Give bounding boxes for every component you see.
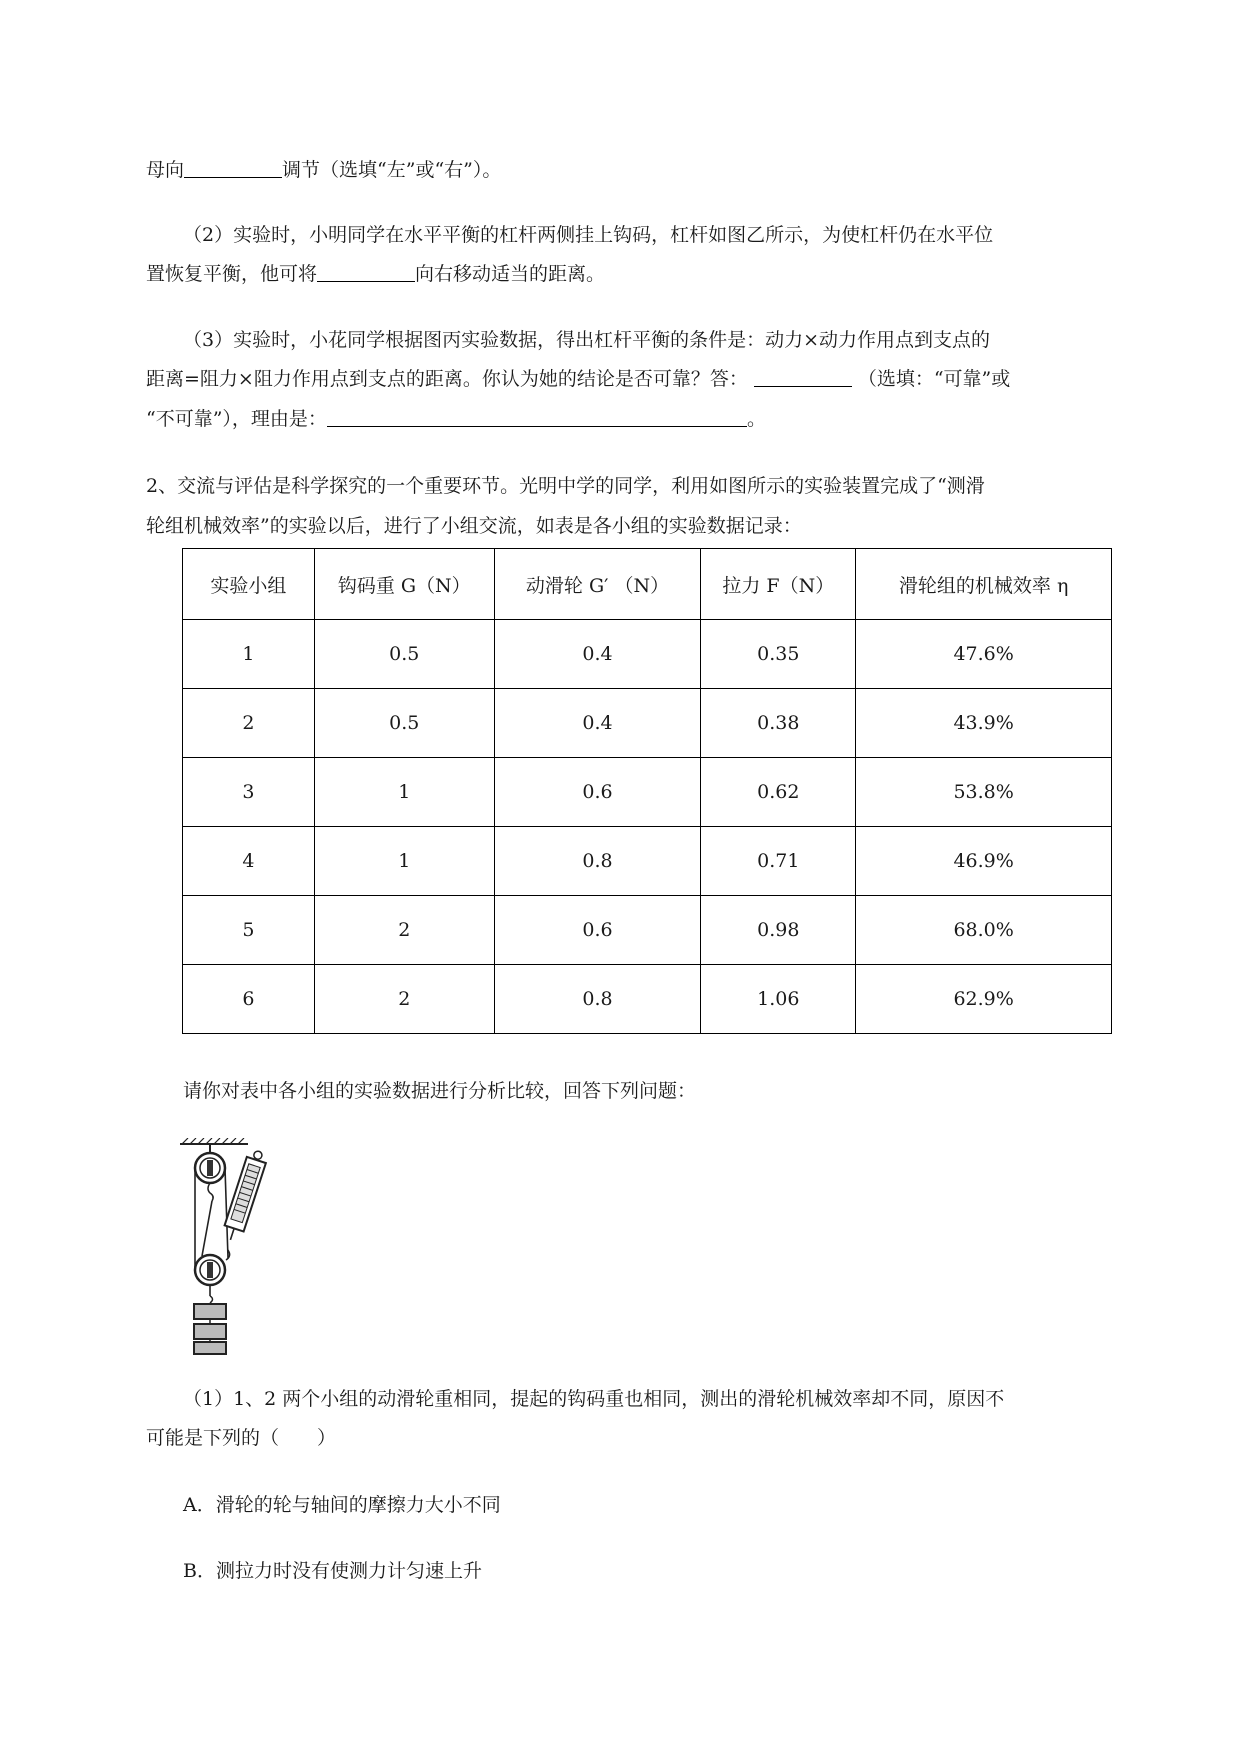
text-segment: 调节（选填“左”或“右”）。 <box>282 159 502 181</box>
q2-sub1-line2: 可能是下列的（ ） <box>146 1427 337 1449</box>
table-cell: 46.9% <box>856 827 1112 896</box>
table-cell: 0.5 <box>314 620 494 689</box>
q1-part3-line3 <box>146 406 766 432</box>
text-segment: 置恢复平衡，他可将 <box>146 263 318 285</box>
table-cell: 0.8 <box>494 827 701 896</box>
table-cell: 1 <box>314 758 494 827</box>
header-weight: 钩码重 G（N） <box>314 549 494 620</box>
table-cell: 62.9% <box>856 965 1112 1034</box>
option-b[interactable]: B．测拉力时没有使测力计匀速上升 <box>183 1560 482 1582</box>
table-cell: 0.5 <box>314 689 494 758</box>
q1-line-direction <box>146 157 501 183</box>
table-cell: 0.6 <box>494 758 701 827</box>
text-segment: “不可靠”），理由是： <box>146 408 327 430</box>
q1-part2-line1: （2）实验时，小明同学在水平平衡的杠杆两侧挂上钩码，杠杆如图乙所示，为使杠杆仍在水平位 <box>183 224 994 246</box>
table-row <box>183 827 1112 896</box>
table-cell: 2 <box>314 965 494 1034</box>
table-cell: 2 <box>183 689 315 758</box>
table-cell: 4 <box>183 827 315 896</box>
table-cell: 1 <box>314 827 494 896</box>
header-efficiency: 滑轮组的机械效率 η <box>856 549 1112 620</box>
q2-intro-line2: 轮组机械效率”的实验以后，进行了小组交流，如表是各小组的实验数据记录： <box>146 515 802 537</box>
table-cell: 0.6 <box>494 896 701 965</box>
table-cell: 43.9% <box>856 689 1112 758</box>
data-table <box>182 548 1112 1034</box>
q1-part3-line1: （3）实验时，小花同学根据图丙实验数据，得出杠杆平衡的条件是：动力×动力作用点到支点的 <box>183 329 991 351</box>
answer-blank-direction[interactable] <box>184 157 282 178</box>
q1-part3-line2 <box>146 366 1010 392</box>
table-cell: 47.6% <box>856 620 1112 689</box>
q2-sub1-line1: （1）1、2 两个小组的动滑轮重相同，提起的钩码重也相同，测出的滑轮机械效率却不同，原因不 <box>183 1388 1005 1410</box>
table-cell: 0.62 <box>701 758 856 827</box>
table-row <box>183 620 1112 689</box>
text-segment: 距离=阻力×阻力作用点到支点的距离。你认为她的结论是否可靠？答： <box>146 368 748 390</box>
text-segment: 向右移动适当的距离。 <box>415 263 606 285</box>
pulley-diagram <box>172 1138 272 1356</box>
table-cell: 3 <box>183 758 315 827</box>
table-cell: 1 <box>183 620 315 689</box>
text-segment: 母向 <box>146 159 185 181</box>
q2-prompt: 请你对表中各小组的实验数据进行分析比较，回答下列问题： <box>183 1080 697 1102</box>
header-pull-force: 拉力 F（N） <box>701 549 856 620</box>
table-cell: 0.8 <box>494 965 701 1034</box>
table-cell: 0.35 <box>701 620 856 689</box>
q1-part2-line2 <box>146 261 605 287</box>
table-header-row <box>183 549 1112 620</box>
table-cell: 6 <box>183 965 315 1034</box>
header-group: 实验小组 <box>183 549 315 620</box>
table-row <box>183 896 1112 965</box>
answer-blank-reliable[interactable] <box>754 366 852 387</box>
option-a[interactable]: A．滑轮的轮与轴间的摩擦力大小不同 <box>183 1494 501 1516</box>
table-row <box>183 758 1112 827</box>
table-cell: 1.06 <box>701 965 856 1034</box>
table-cell: 2 <box>314 896 494 965</box>
answer-blank-reason[interactable] <box>327 406 747 427</box>
table-cell: 53.8% <box>856 758 1112 827</box>
text-segment: （选填：“可靠”或 <box>857 368 1011 390</box>
table-cell: 0.71 <box>701 827 856 896</box>
q2-intro-line1: 2、交流与评估是科学探究的一个重要环节。光明中学的同学，利用如图所示的实验装置完成了“测滑 <box>146 475 985 497</box>
table-cell: 0.38 <box>701 689 856 758</box>
table-row <box>183 965 1112 1034</box>
table-cell: 0.4 <box>494 620 701 689</box>
table-cell: 68.0% <box>856 896 1112 965</box>
answer-blank-move[interactable] <box>317 261 415 282</box>
table-cell: 0.4 <box>494 689 701 758</box>
table-cell: 0.98 <box>701 896 856 965</box>
table-row <box>183 689 1112 758</box>
header-pulley-weight: 动滑轮 G′ （N） <box>494 549 701 620</box>
table-cell: 5 <box>183 896 315 965</box>
text-segment: 。 <box>746 408 766 430</box>
